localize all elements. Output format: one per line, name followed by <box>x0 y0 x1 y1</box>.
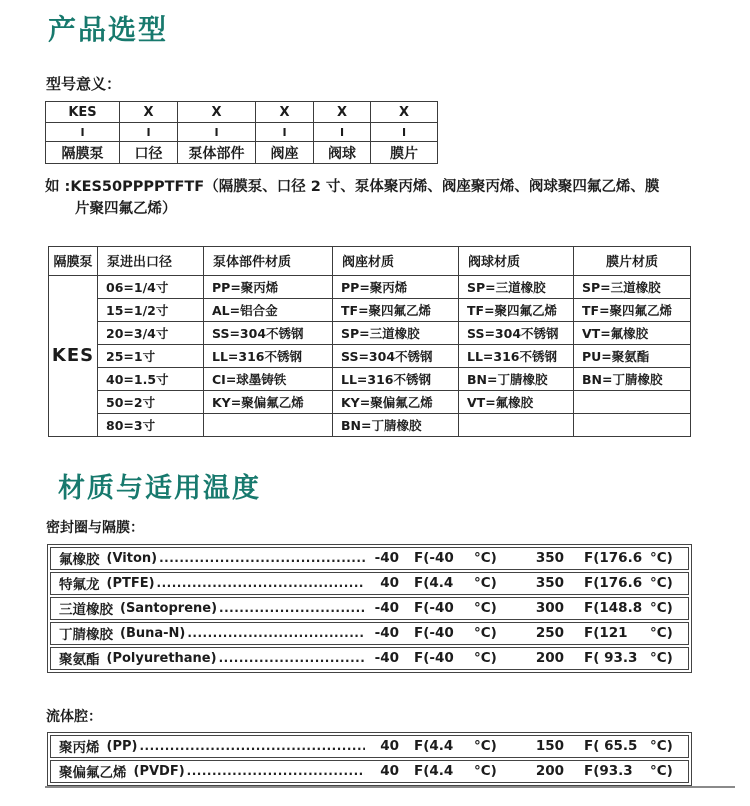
min-temp-c: F(-40 <box>414 625 454 642</box>
max-temp-f: 300 <box>535 600 564 617</box>
table-cell: 15=1/2寸 <box>98 298 204 321</box>
max-temp-f: 200 <box>535 650 564 667</box>
model-example-line1: 如 :KES50PPPPTFTF（隔膜泵、口径 2 寸、泵体聚丙烯、阀座聚丙烯、阀球聚四氟乙烯、膜 <box>45 179 660 196</box>
celsius-unit: °C) <box>474 575 497 592</box>
min-temp-f: -40 <box>374 550 399 567</box>
min-temp-c: F(4.4 <box>414 763 454 780</box>
material-temp-row <box>50 647 689 670</box>
material-name-en: (Viton) <box>106 550 158 566</box>
max-temp-c: F( 93.3 <box>584 650 638 667</box>
table-cell: CI=球墨铸铁 <box>204 367 333 390</box>
model-pipe-cell: I <box>371 123 438 142</box>
material-name-en: (PP) <box>106 738 138 754</box>
col-header-body-material: 泵体部件材质 <box>204 246 333 275</box>
table-cell: 50=2寸 <box>98 390 204 413</box>
table-cell: LL=316不锈钢 <box>204 344 333 367</box>
material-temp-row <box>50 547 689 570</box>
material-name: 三道橡胶 <box>59 602 113 619</box>
table-cell: KY=聚偏氟乙烯 <box>333 390 459 413</box>
celsius-unit: °C) <box>474 738 497 755</box>
max-temp-c: F(176.6 <box>584 575 643 592</box>
table-cell: SS=304不锈钢 <box>459 321 574 344</box>
max-temp-c: F(148.8 <box>584 600 643 617</box>
model-name-cell: 阀球 <box>314 142 371 164</box>
table-cell <box>574 413 691 436</box>
table-cell: 20=3/4寸 <box>98 321 204 344</box>
material-temp-row <box>50 572 689 595</box>
table-cell: TF=聚四氟乙烯 <box>333 298 459 321</box>
table-cell <box>459 413 574 436</box>
max-temp-c: F(176.6 <box>584 550 643 567</box>
celsius-unit: °C) <box>474 600 497 617</box>
material-temp-row <box>50 597 689 620</box>
celsius-unit: °C) <box>650 650 673 667</box>
table-row <box>49 390 691 413</box>
col-header-seat-material: 阀座材质 <box>333 246 459 275</box>
model-code-cell: X <box>120 102 178 123</box>
model-code-row <box>46 102 438 123</box>
celsius-unit: °C) <box>650 625 673 642</box>
page-divider <box>45 786 735 788</box>
min-temp-f: -40 <box>374 650 399 667</box>
table-cell: SP=三道橡胶 <box>574 275 691 298</box>
fluid-temperature-table <box>47 732 692 786</box>
selection-header-row <box>49 246 691 275</box>
series-cell: KES <box>49 275 98 436</box>
min-temp-c: F(4.4 <box>414 738 454 755</box>
min-temp-f: 40 <box>380 763 399 780</box>
table-cell: LL=316不锈钢 <box>333 367 459 390</box>
model-name-cell: 泵体部件 <box>178 142 256 164</box>
table-cell: VT=氟橡胶 <box>459 390 574 413</box>
fluid-chamber-label: 流体腔： <box>46 708 102 725</box>
table-row <box>49 298 691 321</box>
max-temp-c: F(93.3 <box>584 763 633 780</box>
celsius-unit: °C) <box>650 550 673 567</box>
material-name-en: (Buna-N) <box>120 625 186 641</box>
max-temp-f: 150 <box>535 738 564 755</box>
model-pipe-cell: I <box>46 123 120 142</box>
model-code-cell: KES <box>46 102 120 123</box>
material-name: 氟橡胶 <box>59 552 100 569</box>
material-temp-row <box>50 622 689 645</box>
table-cell: TF=聚四氟乙烯 <box>574 298 691 321</box>
table-cell: TF=聚四氟乙烯 <box>459 298 574 321</box>
dotted-leader <box>219 601 365 615</box>
model-pipe-cell: I <box>120 123 178 142</box>
table-cell: PU=聚氨酯 <box>574 344 691 367</box>
material-name-en: (PTFE) <box>106 575 155 591</box>
model-code-cell: X <box>256 102 314 123</box>
col-header-port-size: 泵进出口径 <box>98 246 204 275</box>
model-pipe-cell: I <box>178 123 256 142</box>
table-cell <box>204 413 333 436</box>
dotted-leader <box>187 764 365 778</box>
dotted-leader <box>157 576 365 590</box>
page-title: 产品选型 <box>48 13 169 46</box>
model-code-table <box>45 101 438 164</box>
material-name: 聚氨酯 <box>59 652 100 669</box>
celsius-unit: °C) <box>650 763 673 780</box>
table-cell: LL=316不锈钢 <box>459 344 574 367</box>
max-temp-f: 350 <box>535 575 564 592</box>
model-name-cell: 阀座 <box>256 142 314 164</box>
table-cell: SP=三道橡胶 <box>459 275 574 298</box>
celsius-unit: °C) <box>474 550 497 567</box>
material-name-en: (Santoprene) <box>120 600 218 616</box>
col-header-diaphragm-material: 膜片材质 <box>574 246 691 275</box>
table-cell: VT=氟橡胶 <box>574 321 691 344</box>
dotted-leader <box>219 651 365 665</box>
table-cell: SS=304不锈钢 <box>204 321 333 344</box>
table-cell: SP=三道橡胶 <box>333 321 459 344</box>
celsius-unit: °C) <box>650 738 673 755</box>
table-cell: 25=1寸 <box>98 344 204 367</box>
min-temp-f: 40 <box>380 738 399 755</box>
min-temp-c: F(-40 <box>414 650 454 667</box>
table-cell: BN=丁腈橡胶 <box>574 367 691 390</box>
table-cell <box>574 390 691 413</box>
section-title-materials: 材质与适用温度 <box>58 472 261 504</box>
model-code-cell: X <box>178 102 256 123</box>
material-name-en: (PVDF) <box>133 763 185 779</box>
table-cell: AL=铝合金 <box>204 298 333 321</box>
table-row <box>49 321 691 344</box>
table-row <box>49 344 691 367</box>
model-name-cell: 隔膜泵 <box>46 142 120 164</box>
selection-table <box>48 246 691 437</box>
table-cell: BN=丁腈橡胶 <box>333 413 459 436</box>
table-cell: PP=聚丙烯 <box>333 275 459 298</box>
table-cell: 80=3寸 <box>98 413 204 436</box>
min-temp-f: -40 <box>374 600 399 617</box>
model-pipe-row <box>46 123 438 142</box>
material-name: 特氟龙 <box>59 577 100 594</box>
col-header-pump: 隔膜泵 <box>49 246 98 275</box>
table-cell: KY=聚偏氟乙烯 <box>204 390 333 413</box>
material-name: 聚丙烯 <box>59 740 100 757</box>
min-temp-c: F(-40 <box>414 550 454 567</box>
min-temp-c: F(-40 <box>414 600 454 617</box>
max-temp-c: F( 65.5 <box>584 738 638 755</box>
max-temp-f: 250 <box>535 625 564 642</box>
celsius-unit: °C) <box>650 600 673 617</box>
table-row <box>49 367 691 390</box>
table-cell: SS=304不锈钢 <box>333 344 459 367</box>
col-header-ball-material: 阀球材质 <box>459 246 574 275</box>
model-name-cell: 口径 <box>120 142 178 164</box>
dotted-leader <box>159 551 365 565</box>
table-row <box>49 275 691 298</box>
model-name-row <box>46 142 438 164</box>
material-temp-row <box>50 735 689 758</box>
seal-temperature-table <box>47 544 692 673</box>
model-code-cell: X <box>314 102 371 123</box>
model-meaning-label: 型号意义： <box>46 75 122 94</box>
model-example-line2: 片聚四氟乙烯） <box>75 200 177 217</box>
max-temp-f: 200 <box>535 763 564 780</box>
min-temp-f: 40 <box>380 575 399 592</box>
table-cell: BN=丁腈橡胶 <box>459 367 574 390</box>
celsius-unit: °C) <box>474 650 497 667</box>
min-temp-f: -40 <box>374 625 399 642</box>
celsius-unit: °C) <box>474 625 497 642</box>
material-temp-row <box>50 760 689 783</box>
material-name-en: (Polyurethane) <box>106 650 217 666</box>
table-row <box>49 413 691 436</box>
dotted-leader <box>187 626 365 640</box>
min-temp-c: F(4.4 <box>414 575 454 592</box>
table-cell: 40=1.5寸 <box>98 367 204 390</box>
celsius-unit: °C) <box>650 575 673 592</box>
model-pipe-cell: I <box>314 123 371 142</box>
model-example <box>45 177 705 221</box>
celsius-unit: °C) <box>474 763 497 780</box>
material-name: 聚偏氟乙烯 <box>59 765 127 782</box>
material-name: 丁腈橡胶 <box>59 627 113 644</box>
table-cell: PP=聚丙烯 <box>204 275 333 298</box>
max-temp-c: F(121 <box>584 625 628 642</box>
model-code-cell: X <box>371 102 438 123</box>
model-pipe-cell: I <box>256 123 314 142</box>
max-temp-f: 350 <box>535 550 564 567</box>
seal-diaphragm-label: 密封圈与隔膜： <box>46 519 144 536</box>
table-cell: 06=1/4寸 <box>98 275 204 298</box>
model-name-cell: 膜片 <box>371 142 438 164</box>
dotted-leader <box>139 739 365 753</box>
